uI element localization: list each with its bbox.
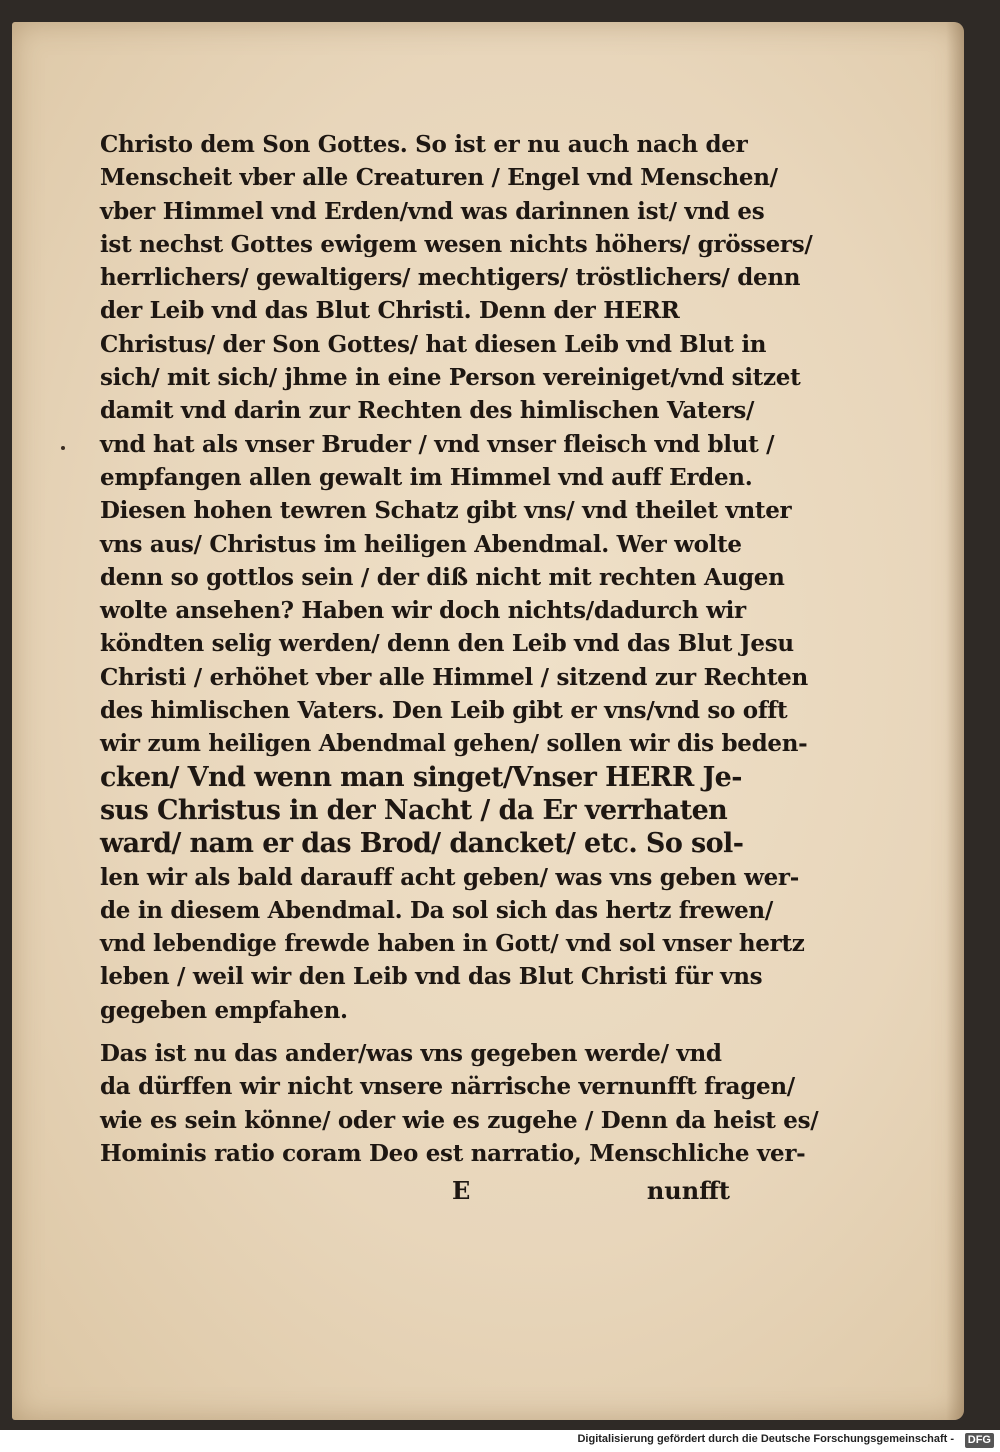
- text-line: da dürffen wir nicht vnsere närrische vernunfft fragen/: [100, 1073, 795, 1101]
- text-line: denn so gottlos sein / der diß nicht mit rechten Augen: [100, 563, 785, 591]
- text-line: des himlischen Vaters. Den Leib gibt er vns/vnd so offt: [100, 697, 788, 725]
- text-line-hymn: sus Christus in der Nacht / da Er verrhaten: [100, 794, 728, 826]
- text-line: Christus/ der Son Gottes/ hat diesen Leib vnd Blut in: [100, 330, 767, 358]
- text-line: gegeben empfahen.: [100, 996, 348, 1024]
- text-line: damit vnd darin zur Rechten des himlischen Vaters/: [100, 397, 755, 425]
- text-line: de in diesem Abendmal. Da sol sich das hertz frewen/: [100, 896, 773, 924]
- text-line: vnd hat als vnser Bruder / vnd vnser fleisch vnd blut /: [100, 430, 775, 458]
- text-line: len wir als bald darauff acht geben/ was vns geben wer-: [100, 863, 799, 891]
- ink-speck: [61, 446, 65, 450]
- funding-credit: Digitalisierung gefördert durch die Deutsche Forschungsgemeinschaft -: [577, 1433, 954, 1445]
- text-line-hymn: cken/ Vnd wenn man singet/Vnser HERR Je-: [100, 761, 742, 793]
- text-line-hymn: ward/ nam er das Brod/ dancket/ etc. So sol-: [100, 828, 744, 860]
- text-line: vns aus/ Christus im heiligen Abendmal. Wer wolte: [100, 530, 742, 558]
- digitization-footer: [0, 1430, 1000, 1452]
- text-line: ist nechst Gottes ewigem wesen nichts höhers/ grössers/: [100, 230, 813, 258]
- text-line: Menscheit vber alle Creaturen / Engel vnd Menschen/: [100, 164, 778, 192]
- page-text-block: [100, 128, 819, 1170]
- text-line: Christo dem Son Gottes. So ist er nu auch nach der: [100, 131, 748, 158]
- text-line: leben / weil wir den Leib vnd das Blut Christi für vns: [100, 963, 763, 991]
- text-line-latin-quote: Hominis ratio coram Deo est narratio, Menschliche ver-: [100, 1139, 806, 1167]
- dfg-logo: DFG: [965, 1433, 994, 1448]
- text-line: sich/ mit sich/ jhme in eine Person vereiniget/vnd sitzet: [100, 364, 801, 392]
- page-foot: [100, 1176, 740, 1210]
- text-line: Diesen hohen tewren Schatz gibt vns/ vnd theilet vnter: [100, 497, 792, 525]
- text-line: Christi / erhöhet vber alle Himmel / sitzend zur Rechten: [100, 663, 808, 691]
- text-line: wir zum heiligen Abendmal gehen/ sollen wir dis beden-: [100, 730, 808, 758]
- text-line: vber Himmel vnd Erden/vnd was darinnen ist/ vnd es: [100, 197, 765, 225]
- text-line: köndten selig werden/ denn den Leib vnd das Blut Jesu: [100, 630, 794, 658]
- text-line: wie es sein könne/ oder wie es zugehe / Denn da heist es/: [100, 1106, 819, 1134]
- text-line: der Leib vnd das Blut Christi. Denn der HERR: [100, 297, 680, 325]
- page-edge-shadow: [946, 22, 964, 1420]
- text-line: empfangen allen gewalt im Himmel vnd auff Erden.: [100, 463, 753, 491]
- text-line: wolte ansehen? Haben wir doch nichts/dadurch wir: [100, 597, 746, 625]
- text-line: Das ist nu das ander/was vns gegeben werde/ vnd: [100, 1040, 722, 1068]
- text-line: vnd lebendige frewde haben in Gott/ vnd sol vnser hertz: [100, 930, 805, 958]
- catchword: nunfft: [646, 1176, 730, 1205]
- text-line: herrlichers/ gewaltigers/ mechtigers/ tröstlichers/ denn: [100, 264, 801, 292]
- signature-mark: E: [452, 1176, 471, 1205]
